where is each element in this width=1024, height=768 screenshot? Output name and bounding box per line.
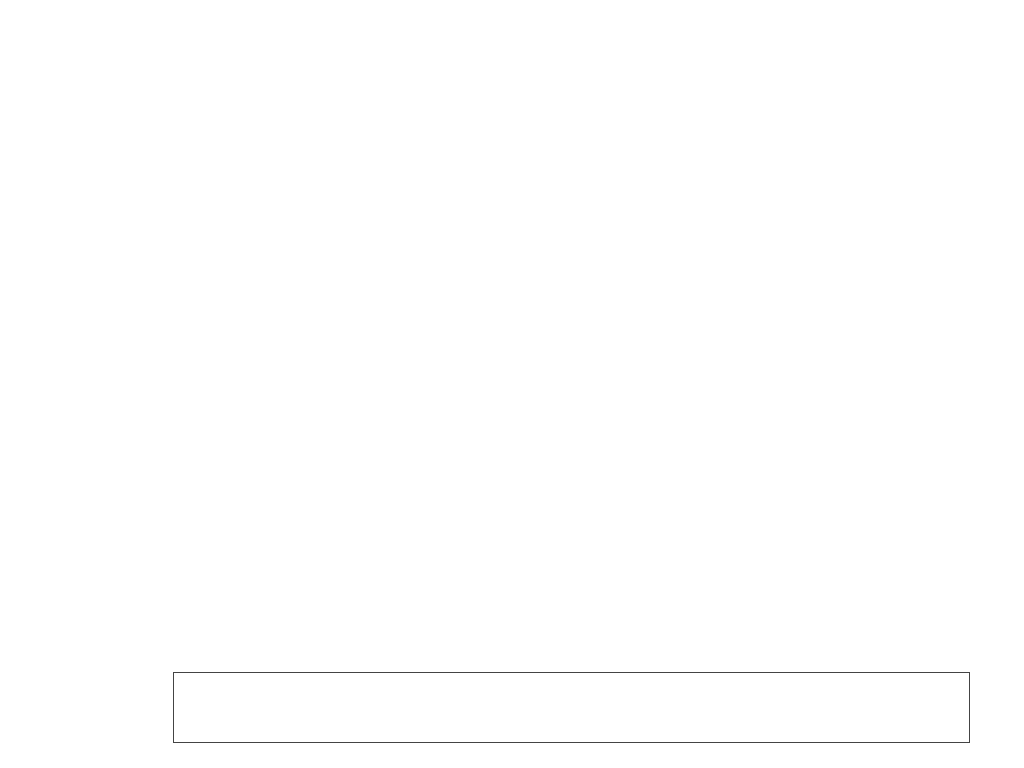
police-emblem-logo bbox=[54, 666, 140, 752]
decorative-stripe bbox=[35, 629, 811, 639]
footer-box bbox=[173, 672, 970, 743]
